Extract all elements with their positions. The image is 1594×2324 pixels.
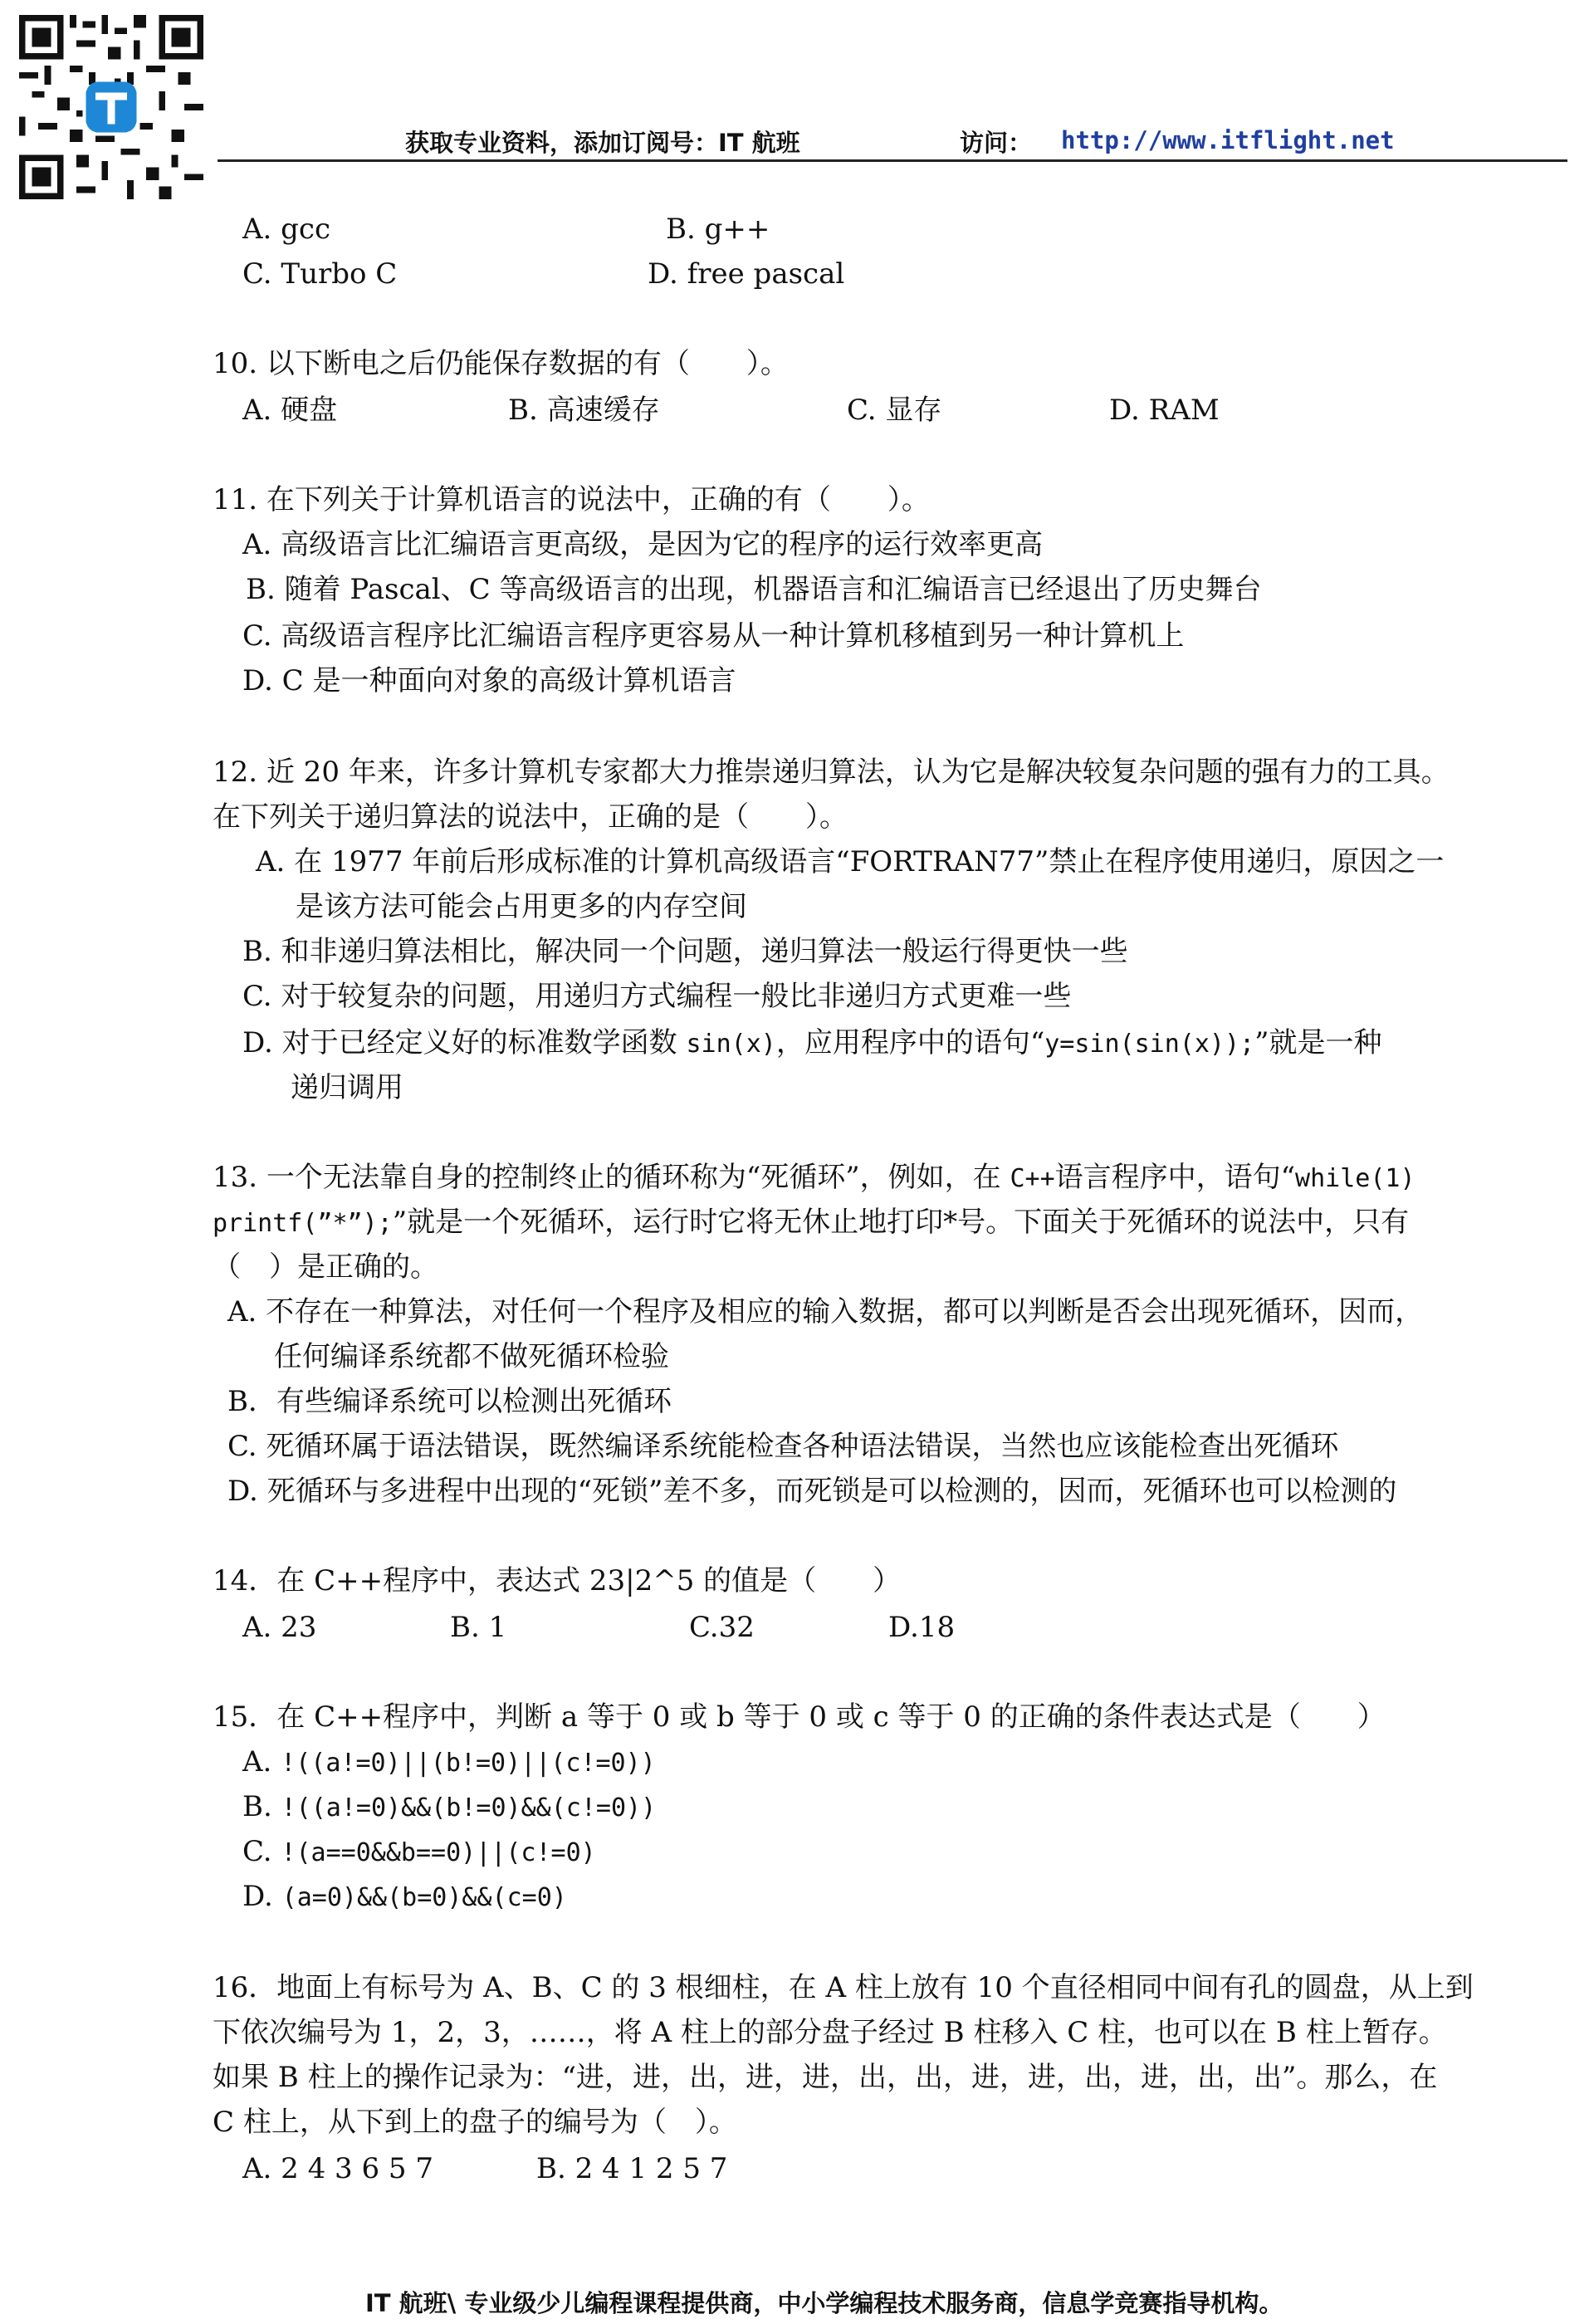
q12-stem-line1: 12. 近 20 年来，许多计算机专家都大力推崇递归算法，认为它是解决较复杂问题的强有力的工具。 bbox=[213, 756, 1450, 789]
q12-d-code-1: sin(x) bbox=[686, 1030, 776, 1059]
q13-stem-line2 bbox=[213, 1206, 1409, 1240]
q13-option-a-line1: A. 不存在一种算法，对任何一个程序及相应的输入数据，都可以判断是否会出现死循环，因而， bbox=[227, 1295, 1424, 1328]
q12-option-a-line1: A. 在 1977 年前后形成标准的计算机高级语言“FORTRAN77”禁止在程序使用递归，原因之一 bbox=[256, 845, 1445, 878]
q13-option-c: C. 死循环属于语法错误，既然编译系统能检查各种语法错误，当然也应该能检查出死循环 bbox=[227, 1430, 1339, 1463]
header-divider bbox=[218, 159, 1567, 162]
q14-option-d: D.18 bbox=[888, 1611, 956, 1644]
q13-option-b: B．有些编译系统可以检测出死循环 bbox=[227, 1385, 672, 1418]
q12-option-b: B. 和非递归算法相比，解决同一个问题，递归算法一般运行得更快一些 bbox=[242, 935, 1128, 968]
q10-option-d: D. RAM bbox=[1109, 394, 1220, 427]
q16-stem-line4: C 柱上，从下到上的盘子的编号为（ ）。 bbox=[213, 2106, 737, 2139]
q13-stem-line1 bbox=[213, 1161, 1416, 1196]
q12-option-d-line1 bbox=[242, 1026, 1382, 1061]
q12-d-text-2: ，应用程序中的语句“ bbox=[775, 1026, 1045, 1059]
q14-stem: 14．在 C++程序中，表达式 23|2^5 的值是（ ） bbox=[213, 1564, 902, 1597]
q15-option-b bbox=[242, 1790, 656, 1825]
visit-label: 访问： bbox=[960, 129, 1033, 157]
q10-option-c: C. 显存 bbox=[847, 394, 942, 427]
q12-option-a-line2: 是该方法可能会占用更多的内存空间 bbox=[296, 890, 747, 923]
q9-option-a: A. gcc bbox=[242, 213, 331, 246]
q9-option-c: C. Turbo C bbox=[242, 257, 398, 291]
footer-text: IT 航班\ 专业级少儿编程课程提供商，中小学编程技术服务商，信息学竞赛指导机构。 bbox=[365, 2289, 1284, 2317]
header-text: 获取专业资料，添加订阅号：IT 航班 bbox=[405, 129, 800, 157]
q13-s2-text: ”就是一个死循环，运行时它将无休止地打印*号。下面关于死循环的说法中，只有 bbox=[392, 1206, 1410, 1239]
q13-s1-text-2: 语言程序中，语句“ bbox=[1054, 1161, 1296, 1194]
q13-option-a-line2: 任何编译系统都不做死循环检验 bbox=[274, 1340, 669, 1373]
q15-b-label: B. bbox=[242, 1790, 281, 1823]
q12-option-d-line2: 递归调用 bbox=[291, 1071, 403, 1104]
q13-s2-code: printf(”*”); bbox=[213, 1209, 393, 1238]
q12-d-code-2: y=sin(sin(x)); bbox=[1044, 1030, 1255, 1059]
q16-option-b: B. 2 4 1 2 5 7 bbox=[536, 2152, 728, 2185]
q16-stem-line1: 16．地面上有标号为 A、B、C 的 3 根细柱，在 A 柱上放有 10 个直径相同中间有孔的圆盘，从上到 bbox=[213, 1971, 1474, 2004]
qr-code-image bbox=[15, 15, 208, 199]
q12-stem-line2: 在下列关于递归算法的说法中，正确的是（ ）。 bbox=[213, 800, 848, 834]
q15-option-c bbox=[242, 1835, 596, 1870]
q11-option-c: C. 高级语言程序比汇编语言程序更容易从一种计算机移植到另一种计算机上 bbox=[242, 619, 1185, 653]
q16-option-a: A. 2 4 3 6 5 7 bbox=[242, 2152, 433, 2185]
q15-d-code: (a=0)&&(b=0)&&(c=0) bbox=[281, 1883, 567, 1912]
q13-s1-code-1: C++ bbox=[1010, 1164, 1055, 1193]
q15-stem: 15．在 C++程序中，判断 a 等于 0 或 b 等于 0 或 c 等于 0 的正确的条件表达式是（ ） bbox=[213, 1700, 1386, 1734]
q16-stem-line2: 下依次编号为 1，2，3，……，将 A 柱上的部分盘子经过 B 柱移入 C 柱，也可以在 B 柱上暂存。 bbox=[213, 2016, 1447, 2049]
q13-stem-line3: （ ）是正确的。 bbox=[213, 1250, 438, 1284]
q10-stem: 10. 以下断电之后仍能保存数据的有（ ）。 bbox=[213, 347, 789, 380]
q15-a-code: !((a!=0)||(b!=0)||(c!=0)) bbox=[281, 1749, 656, 1778]
q12-d-text-1: D. 对于已经定义好的标准数学函数 bbox=[242, 1026, 687, 1059]
header-url-link[interactable]: http://www.itflight.net bbox=[1061, 126, 1395, 154]
q10-option-b: B. 高速缓存 bbox=[508, 394, 660, 427]
q11-option-a: A. 高级语言比汇编语言更高级，是因为它的程序的运行效率更高 bbox=[242, 528, 1044, 561]
q15-c-label: C. bbox=[242, 1835, 281, 1868]
q9-option-d: D. free pascal bbox=[648, 257, 845, 291]
q13-option-d: D. 死循环与多进程中出现的“死锁”差不多，而死锁是可以检测的，因而，死循环也可以检测的 bbox=[227, 1475, 1397, 1508]
q11-stem: 11. 在下列关于计算机语言的说法中，正确的有（ ）。 bbox=[213, 483, 930, 516]
q14-option-c: C.32 bbox=[689, 1611, 755, 1644]
q13-s1-text-1: 13. 一个无法靠自身的控制终止的循环称为“死循环”，例如，在 bbox=[213, 1161, 1010, 1194]
q12-d-text-3: ”就是一种 bbox=[1254, 1026, 1382, 1059]
q12-option-c: C. 对于较复杂的问题，用递归方式编程一般比非递归方式更难一些 bbox=[242, 980, 1072, 1013]
q9-option-b: B. g++ bbox=[666, 213, 770, 246]
q14-option-a: A. 23 bbox=[242, 1611, 317, 1644]
q15-a-label: A. bbox=[242, 1745, 281, 1778]
q10-option-a: A. 硬盘 bbox=[242, 394, 338, 427]
q15-b-code: !((a!=0)&&(b!=0)&&(c!=0)) bbox=[281, 1793, 657, 1823]
q15-option-a bbox=[242, 1745, 656, 1780]
q15-d-label: D. bbox=[242, 1880, 282, 1913]
q16-stem-line3: 如果 B 柱上的操作记录为：“进，进，出，进，进，出，出，进，进，出，进，出，出”。那么，在 bbox=[213, 2061, 1438, 2094]
q15-c-code: !(a==0&&b==0)||(c!=0) bbox=[281, 1838, 596, 1867]
q15-option-d bbox=[242, 1880, 567, 1915]
q13-s1-code-2: while(1) bbox=[1295, 1164, 1416, 1193]
q14-option-b: B. 1 bbox=[450, 1611, 507, 1644]
q11-option-b: B. 随着 Pascal、C 等高级语言的出现，机器语言和汇编语言已经退出了历史舞台 bbox=[246, 573, 1262, 606]
q11-option-d: D. C 是一种面向对象的高级计算机语言 bbox=[242, 664, 736, 697]
